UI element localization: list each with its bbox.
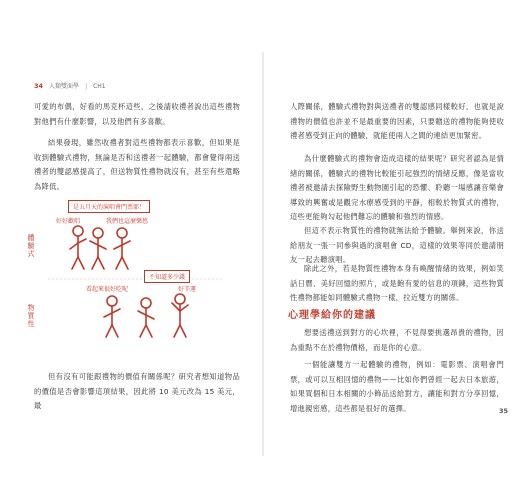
stick-figure-bottom-1 xyxy=(104,296,120,337)
left-paragraph-2: 結果發現，雖然收禮者對這些禮物都表示喜歡，但如果是收到體驗式禮物，無論是否和送禮者一起體驗，都會覺得兩送禮者的雙認感提高了，但送物質性禮物就沒有，甚至有些還略為降低。 xyxy=(34,138,240,191)
speech-bubble-bottom-2: 不知道多少錢 xyxy=(144,270,190,283)
right-paragraph-6: 一個能讓雙方一起體驗的禮物，例如：電影票、演唱會門票，或可以互相回憶的禮物——比如你們曾經一起去日本旅遊，如果買個和日本相關的小飾品送給對方，讓能和對方分享回憶，增進親密感，這些都是很好的選擇。 xyxy=(290,360,504,413)
page-number-right: 35 xyxy=(498,407,508,415)
running-separator: | xyxy=(85,83,88,90)
stick-figure-top-1 xyxy=(70,226,86,269)
right-paragraph-3: 但這不表示物質性的禮物就無法給予體驗。舉例來說，你送給朋友一張一同參與過的演唱會 CD，這樣的效果等同於邀請朋友一起去聽演唱。 xyxy=(290,226,504,264)
speech-bubble-top-2: 好好歡唱 xyxy=(56,218,81,225)
running-chapter: CH1 xyxy=(93,83,106,90)
stick-figure-top-3 xyxy=(114,228,130,269)
left-paragraph-3: 但有沒有可能跟禮物的價值有關係呢？研究者想知道物品的價值是否會影響這項結果，因此將 10 美元改為 15 美元，最 xyxy=(34,372,240,410)
page-number-left: 34 xyxy=(34,82,44,90)
running-head xyxy=(34,81,106,90)
book-spread xyxy=(4,52,512,456)
section-heading: 心理學給你的建議 xyxy=(288,310,376,321)
right-paragraph-1: 人際關係，體驗式禮物對與送禮者的雙認感同樣較好，也就是說禮物的價值也許並不是最重要的因素，只要贈送的禮物能夠使收禮者感受到正向的體驗，就能使兩人之間的連結更加緊密。 xyxy=(290,102,504,140)
left-page xyxy=(4,52,260,456)
stick-figure-bottom-2 xyxy=(138,298,154,337)
speech-bubble-top-3: 我們也這麼樂悠 xyxy=(106,218,149,225)
stick-figure-top-2 xyxy=(90,228,106,269)
running-title: 人類雙面學 xyxy=(49,83,80,90)
right-paragraph-4: 除此之外，若是物質性禮物本身有喚醒情緒的效果，例如笑話日曆、美好回憶的照片，或是飽有愛的信息的項鍊，這些物質性禮物都能如同體驗式禮物一樣，拉近雙方的關係。 xyxy=(290,264,504,302)
stick-figure-bottom-3 xyxy=(172,294,188,337)
right-paragraph-5: 想要送禮送到對方的心坎裡，不見得要挑選昂貴的禮物，因為重點不在於禮物價格，而是你的心意。 xyxy=(290,328,504,352)
illustration-label-top: 體驗式 xyxy=(27,234,35,258)
speech-bubble-bottom-3: 好辛運 xyxy=(178,286,197,293)
speech-bubble-bottom-1: 看起來很好吃呢 xyxy=(86,286,129,293)
book-gutter xyxy=(262,52,264,456)
illustration-label-bottom: 物質性 xyxy=(27,304,35,328)
right-page xyxy=(266,52,512,456)
right-paragraph-2: 為什麼體驗式的禮物會造成這樣的結果呢？研究者認為是情緒的關係，體驗式的禮物比較能引起強烈的情緒反應，像是當收禮者被邀請去探險野生動物園引起的恐懼、聆聽一場感讓音樂會導致的興奮或是觀完水療感受到的平靜，相較於物質式的禮物，這些更能夠勾起他們難忘的體驗和強烈的情感。 xyxy=(290,154,504,221)
speech-bubble-top-1: 是五月天的演唱會門票耶！ xyxy=(68,200,150,213)
left-paragraph-1: 可愛的布偶，好看的馬克杯這些，之後請收禮者說出這些禮物對他們有什麼影響，以及他們有多喜歡。 xyxy=(34,102,240,126)
